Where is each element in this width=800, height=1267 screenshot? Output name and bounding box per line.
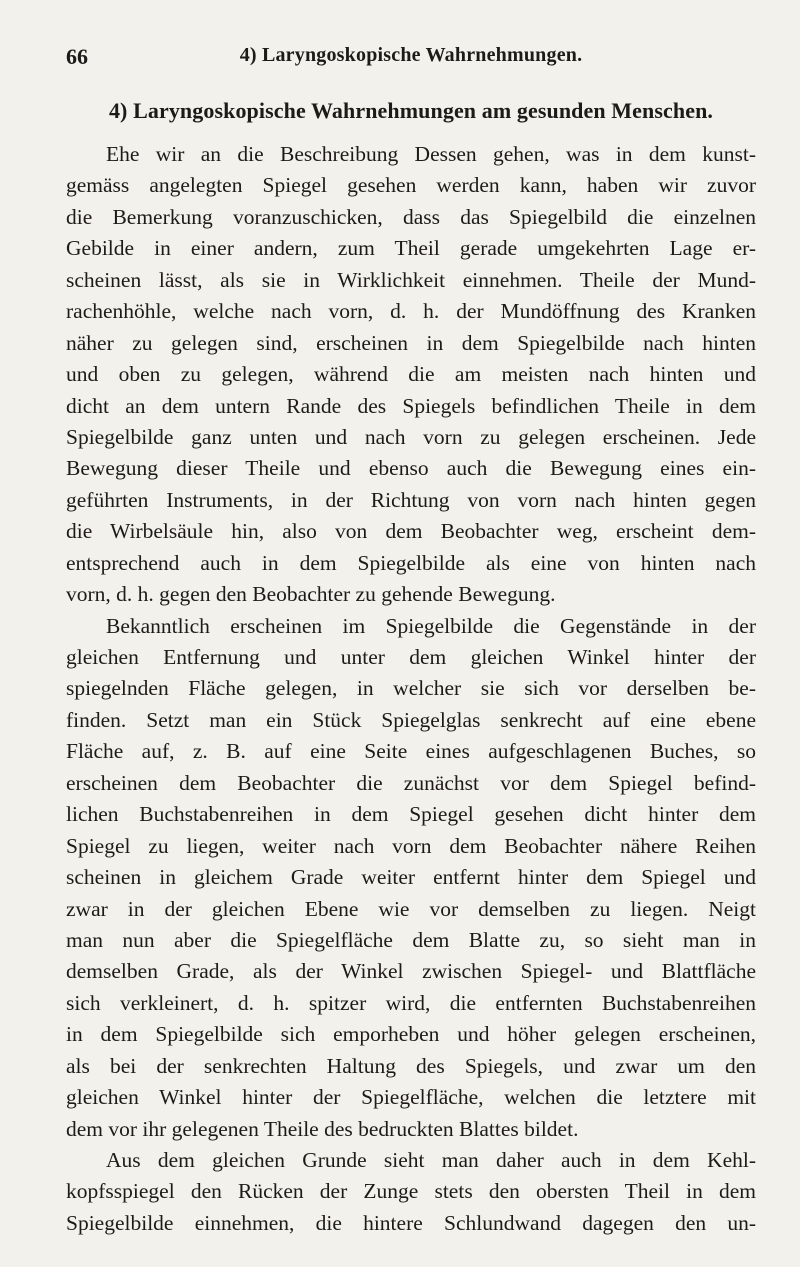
text-line: Spiegelbilde einnehmen, die hintere Schlundwand dagegen den un-	[66, 1210, 756, 1235]
text-line: erscheinen dem Beobachter die zunächst vor dem Spiegel befind-	[66, 770, 756, 795]
text-line: spiegelnden Fläche gelegen, in welcher sie sich vor derselben be-	[66, 676, 756, 701]
text-line: demselben Grade, als der Winkel zwischen Spiegel- und Blattfläche	[66, 959, 756, 984]
text-line: Ehe wir an die Beschreibung Dessen gehen, was in dem kunst-	[106, 142, 756, 166]
text-line: dem vor ihr gelegenen Theile des bedruckten Blattes bildet.	[66, 1116, 579, 1141]
text-line: zwar in der gleichen Ebene wie vor demselben zu liegen. Neigt	[66, 896, 756, 921]
text-line: gleichen Entfernung und unter dem gleichen Winkel hinter der	[66, 645, 756, 669]
text-line: vorn, d. h. gegen den Beobachter zu gehende Bewegung.	[66, 582, 556, 607]
text-line: in dem Spiegelbilde sich emporheben und höher gelegen erscheinen,	[66, 1022, 756, 1047]
text-line: scheinen in gleichem Grade weiter entfernt hinter dem Spiegel und	[66, 865, 756, 890]
text-line: Spiegel zu liegen, weiter nach vorn dem Beobachter nähere Reihen	[66, 833, 756, 858]
text-line: Bekanntlich erscheinen im Spiegelbilde die Gegenstände in der	[106, 613, 756, 638]
section-heading: 4) Laryngoskopische Wahrnehmungen am gesunden Menschen.	[108, 98, 714, 123]
text-line: Fläche auf, z. B. auf eine Seite eines aufgeschlagenen Buches, so	[66, 739, 756, 764]
text-line: entsprechend auch in dem Spiegelbilde als eine von hinten nach	[66, 550, 756, 575]
text-line: gemäss angelegten Spiegel gesehen werden kann, haben wir zuvor	[66, 173, 756, 198]
body-text	[66, 139, 756, 1239]
text-line: lichen Buchstabenreihen in dem Spiegel gesehen dicht hinter dem	[66, 802, 756, 827]
text-line: gleichen Winkel hinter der Spiegelfläche, welchen die letztere mit	[66, 1085, 756, 1110]
text-line: und oben zu gelegen, während die am meisten nach hinten und	[66, 362, 756, 387]
text-line: scheinen lässt, als sie in Wirklichkeit einnehmen. Theile der Mund-	[66, 267, 756, 292]
text-line: Gebilde in einer andern, zum Theil gerade umgekehrten Lage er-	[66, 236, 756, 261]
text-line: Aus dem gleichen Grunde sieht man daher auch in dem Kehl-	[106, 1148, 756, 1172]
running-title: 4) Laryngoskopische Wahrnehmungen.	[239, 44, 583, 66]
text-line: man nun aber die Spiegelfläche dem Blatte zu, so sieht man in	[66, 927, 756, 952]
text-line: rachenhöhle, welche nach vorn, d. h. der Mundöffnung des Kranken	[66, 299, 756, 324]
text-line: geführten Instruments, in der Richtung von vorn nach hinten gegen	[66, 487, 756, 512]
text-line: dicht an dem untern Rande des Spiegels befindlichen Theile in dem	[66, 393, 756, 418]
text-line: als bei der senkrechten Haltung des Spiegels, und zwar um den	[66, 1053, 756, 1078]
text-line: Bewegung dieser Theile und ebenso auch die Bewegung eines ein-	[66, 456, 756, 481]
text-line: sich verkleinert, d. h. spitzer wird, die entfernten Buchstabenreihen	[66, 990, 756, 1015]
text-line: näher zu gelegen sind, erscheinen in dem Spiegelbilde nach hinten	[66, 330, 756, 355]
page-number: 66	[66, 44, 88, 69]
text-line: kopfsspiegel den Rücken der Zunge stets den obersten Theil in dem	[66, 1179, 756, 1204]
text-line: finden. Setzt man ein Stück Spiegelglas senkrecht auf eine ebene	[66, 707, 756, 732]
text-line: Spiegelbilde ganz unten und nach vorn zu gelegen erscheinen. Jede	[66, 424, 756, 449]
text-line: die Wirbelsäule hin, also von dem Beobachter weg, erscheint dem-	[66, 519, 756, 544]
running-header	[66, 44, 756, 74]
text-line: die Bemerkung voranzuschicken, dass das Spiegelbild die einzelnen	[66, 204, 756, 229]
